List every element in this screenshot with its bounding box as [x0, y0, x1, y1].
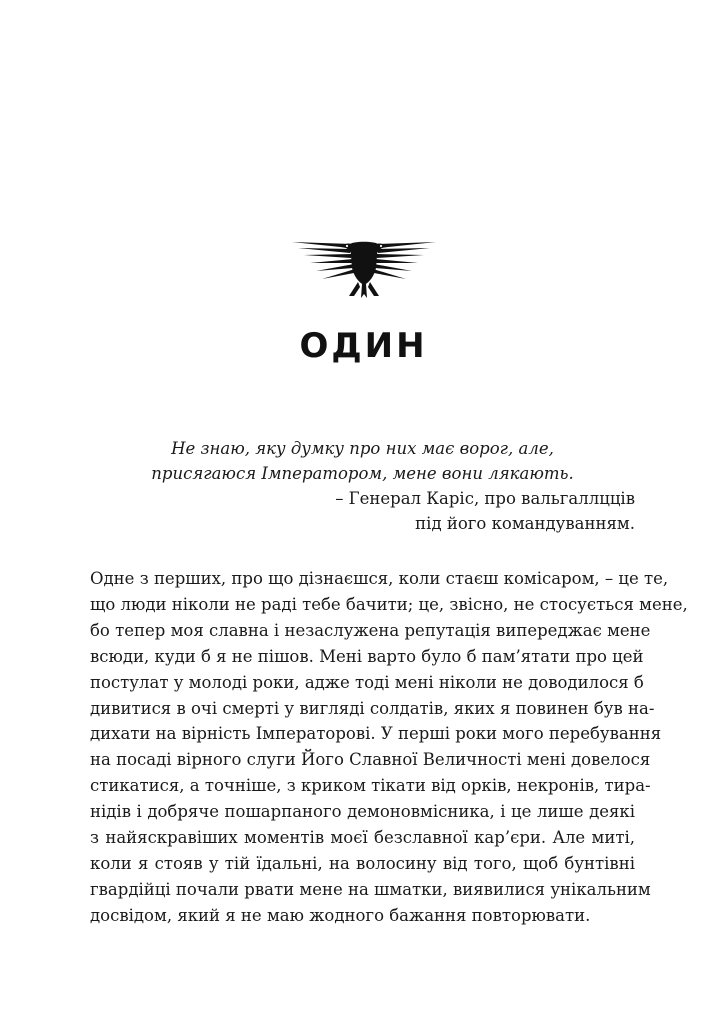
- body-text-line: всюди, куди б я не пішов. Мені варто було б пам’ятати про цей: [90, 646, 644, 666]
- body-paragraph: [90, 566, 688, 929]
- body-text-line: з найяскравіших моментів моєї безславної кар’єри. Але миті,: [90, 828, 635, 848]
- epigraph-quote-line: присягаюся Імператором, мене вони лякають.: [151, 464, 574, 483]
- body-text-line: гвардійці почали рвати мене на шматки, виявилися унікальним: [90, 879, 651, 899]
- body-text-line: дихати на вірність Імператорові. У перші роки мого перебування: [90, 724, 662, 744]
- body-text-line: що люди ніколи не раді тебе бачити; це, звісно, не стосується мене,: [90, 594, 688, 614]
- body-text-line: досвідом, який я не маю жодного бажання повторювати.: [90, 905, 591, 925]
- body-text-line: на посаді вірного слуги Його Славної Величності мені довелося: [90, 750, 651, 770]
- epigraph-quote-line: Не знаю, яку думку про них має ворог, але,: [171, 439, 554, 458]
- body-text-line: коли я стояв у тій їдальні, на волосину від того, щоб бунтівні: [90, 853, 635, 873]
- epigraph: [90, 436, 635, 536]
- body-text-line: дивитися в очі смерті у вигляді солдатів, яких я повинен був на-: [90, 698, 655, 718]
- body-text-line: бо тепер моя славна і незаслужена репутація випереджає мене: [90, 620, 651, 640]
- body-text-line: нідів і добряче пошарпаного демоновмісника, і це лише деякі: [90, 802, 635, 822]
- body-text-line: постулат у молоді роки, адже тоді мені ніколи не доводилося б: [90, 672, 644, 692]
- epigraph-attribution-line: – Генерал Каріс, про вальгаллцців: [335, 489, 635, 508]
- body-text-line: стикатися, а точніше, з криком тікати від орків, некронів, тира-: [90, 776, 651, 796]
- imperial-aquila-icon: [292, 238, 436, 300]
- epigraph-attribution-line: під його командуванням.: [415, 514, 635, 533]
- body-text-line: Одне з перших, про що дізнаєшся, коли стаєш комісаром, – це те,: [90, 569, 669, 588]
- chapter-title: ОДИН: [299, 326, 428, 366]
